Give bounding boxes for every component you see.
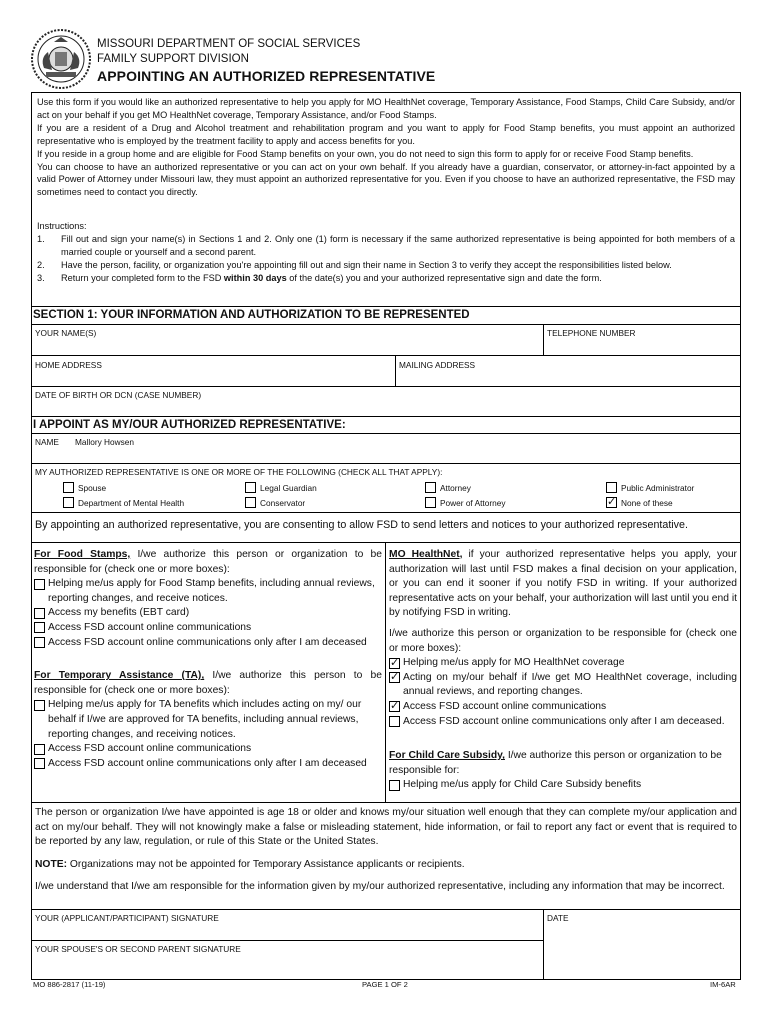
- divider: [31, 416, 741, 417]
- instruction-text: [61, 272, 735, 285]
- checkbox[interactable]: [63, 497, 74, 508]
- rep-option-mental-health[interactable]: [63, 497, 184, 508]
- rep-option-legal-guardian[interactable]: [245, 482, 317, 493]
- checkbox[interactable]: [34, 700, 45, 711]
- child-care-heading: For Child Care Subsidy,: [389, 750, 505, 762]
- cc-option[interactable]: [389, 778, 737, 793]
- rep-name-label: NAME: [35, 437, 59, 447]
- agency-line-2: FAMILY SUPPORT DIVISION: [97, 53, 249, 65]
- page-number: PAGE 1 OF 2: [362, 980, 408, 989]
- divider: [543, 909, 544, 980]
- spouse-signature-field[interactable]: YOUR SPOUSE'S OR SECOND PARENT SIGNATURE: [35, 944, 241, 954]
- option-label: Helping me/us apply for Food Stamp benefits, including annual reviews, reporting changes, and receive notices.: [48, 578, 375, 604]
- fs-option[interactable]: [34, 636, 382, 651]
- your-names-field[interactable]: YOUR NAME(S): [35, 328, 97, 338]
- mhn-option[interactable]: [389, 671, 737, 700]
- instruction-number: 1.: [37, 233, 45, 244]
- instruction-text: Fill out and sign your name(s) in Sections 1 and 2. Only one (1) form is necessary if the same authorized representative is being appointed for both members of a married couple or yourself and a second parent.: [61, 233, 735, 257]
- checkbox[interactable]: [63, 482, 74, 493]
- form-title: APPOINTING AN AUTHORIZED REPRESENTATIVE: [97, 68, 436, 84]
- food-stamps-heading: For Food Stamps,: [34, 549, 131, 560]
- instructions: [37, 220, 735, 285]
- note: [35, 858, 737, 873]
- fs-option[interactable]: [34, 606, 382, 621]
- instruction-text: Have the person, facility, or organization you're appointing fill out and sign their name in Section 3 to verify they accept the responsibilities listed below.: [61, 259, 672, 270]
- option-label: Access FSD account online communications only after I am deceased: [48, 757, 367, 769]
- rep-option-power-of-attorney[interactable]: [425, 497, 506, 508]
- consent-statement: By appointing an authorized representative, you are consenting to allow FSD to send letters and notices to your authorized representative.: [35, 519, 688, 531]
- ta-option[interactable]: [34, 698, 382, 742]
- checkbox[interactable]: [606, 497, 617, 508]
- divider: [31, 306, 741, 307]
- divider: [31, 433, 741, 434]
- instruction-item: [37, 259, 735, 272]
- dob-dcn-field[interactable]: DATE OF BIRTH OR DCN (CASE NUMBER): [35, 390, 202, 400]
- checkbox[interactable]: [34, 608, 45, 619]
- option-label: Access my benefits (EBT card): [48, 607, 190, 619]
- form-number: MO 886-2817 (11-19): [33, 980, 106, 989]
- instruction-item: [37, 272, 735, 285]
- option-label: Department of Mental Health: [78, 497, 185, 508]
- divider: [31, 386, 741, 387]
- missouri-state-seal-icon: [30, 28, 92, 90]
- rep-option-public-administrator[interactable]: [606, 482, 694, 493]
- rep-option-none[interactable]: [606, 497, 673, 508]
- mhn-option[interactable]: [389, 700, 737, 715]
- option-label: Power of Attorney: [440, 497, 506, 508]
- temp-assist-intro: [34, 669, 382, 698]
- rep-option-conservator[interactable]: [245, 497, 305, 508]
- responsibility-statement: I/we understand that I/we am responsible for the information given by my/our authorized representative, including any information that may be incorrect.: [35, 881, 725, 892]
- checkbox[interactable]: [245, 482, 256, 493]
- checkbox[interactable]: [34, 622, 45, 633]
- option-label: Access FSD account online communications: [403, 700, 607, 712]
- section1-heading: SECTION 1: YOUR INFORMATION AND AUTHORIZATION TO BE REPRESENTED: [33, 309, 470, 321]
- temp-assist-heading: For Temporary Assistance (TA),: [34, 670, 205, 682]
- divider: [31, 542, 741, 543]
- appoint-heading: I APPOINT AS MY/OUR AUTHORIZED REPRESENTATIVE:: [33, 419, 346, 431]
- option-label: Helping me/us apply for TA benefits which includes acting on my/ our behalf if I/we are approved for TA benefits, including annual reviews, reporting changes, and receiving notices.: [48, 699, 362, 740]
- applicant-signature-field[interactable]: YOUR (APPLICANT/PARTICIPANT) SIGNATURE: [35, 913, 219, 923]
- checkbox[interactable]: [245, 497, 256, 508]
- form-code: IM-6AR: [710, 980, 736, 989]
- intro-paragraph: Use this form if you would like an authorized representative to help you apply for MO HealthNet coverage, Temporary Assistance, Food Stamps, Child Care Subsidy, and/or act on your behalf if you get MO HealthNet coverage, Temporary Assistance, and/or Food Stamps.: [37, 97, 735, 120]
- agency-name: [97, 37, 360, 67]
- divider: [31, 324, 741, 325]
- fs-option[interactable]: [34, 621, 382, 636]
- intro-text: [37, 96, 735, 199]
- divider: [31, 802, 741, 803]
- option-label: Helping me/us apply for Child Care Subsidy benefits: [403, 779, 642, 791]
- checkbox[interactable]: [389, 658, 400, 669]
- mhn-option[interactable]: [389, 656, 737, 671]
- signature-date-field[interactable]: DATE: [547, 913, 569, 923]
- mo-healthnet-section: [389, 548, 737, 793]
- instruction-item: [37, 233, 735, 259]
- instruction-number: 2.: [37, 259, 45, 270]
- checkbox[interactable]: [34, 744, 45, 755]
- rep-type-label: MY AUTHORIZED REPRESENTATIVE IS ONE OR MORE OF THE FOLLOWING (CHECK ALL THAT APPLY):: [35, 467, 443, 477]
- child-care-intro: [389, 749, 737, 778]
- divider: [31, 512, 741, 513]
- intro-paragraph: If you reside in a group home and are eligible for Food Stamp benefits on your own, you do not need to sign this form to apply for or receive Food Stamp benefits.: [37, 148, 694, 159]
- checkbox[interactable]: [389, 672, 400, 683]
- checkbox[interactable]: [389, 716, 400, 727]
- option-label: None of these: [621, 497, 673, 508]
- column-divider: [385, 542, 386, 802]
- food-stamps-intro: [34, 548, 382, 577]
- mailing-address-field[interactable]: MAILING ADDRESS: [399, 360, 476, 370]
- representative-statement: The person or organization I/we have appointed is age 18 or older and knows my/our situation well enough that they can complete my/our application and act on my/our behalf. They will not knowingly make a false or misleading statement, hide information, or fail to report any fact or event that is required to be reported by any law, regulation, or rule of this State or the United States.: [35, 807, 737, 848]
- instruction-number: 3.: [37, 272, 45, 283]
- checkbox[interactable]: [606, 482, 617, 493]
- instruction-deadline: within 30 days: [223, 272, 287, 283]
- instruction-text-part: Return your completed form to the FSD: [61, 272, 224, 283]
- divider: [31, 463, 741, 464]
- rep-option-spouse[interactable]: [63, 482, 106, 493]
- intro-paragraph: You can choose to have an authorized representative or you can act on your own behalf. If you already have a guardian, conservator, or attorney-in-fact appointed by a valid Power of Attorney under Missouri law, they must appoint an authorized representative for you. Even if you choose to have an authorized representative, the FSD may sometimes need to contact you directly.: [37, 161, 735, 198]
- rep-option-attorney[interactable]: [425, 482, 471, 493]
- option-label: Conservator: [260, 497, 306, 508]
- food-stamps-section: [34, 548, 382, 771]
- checkbox[interactable]: [389, 701, 400, 712]
- checkbox[interactable]: [34, 637, 45, 648]
- home-address-field[interactable]: HOME ADDRESS: [35, 360, 102, 370]
- mo-healthnet-intro2: I/we authorize this person or organization to be responsible for (check one or more boxes):: [389, 627, 737, 654]
- option-label: Access FSD account online communications: [48, 621, 252, 633]
- option-label: Access FSD account online communications: [48, 743, 252, 755]
- option-label: Attorney: [440, 482, 471, 493]
- note-text: Organizations may not be appointed for Temporary Assistance applicants or recipients.: [67, 859, 465, 870]
- checkbox[interactable]: [425, 497, 436, 508]
- mo-healthnet-heading: MO HealthNet,: [389, 549, 463, 560]
- option-label: Legal Guardian: [260, 482, 317, 493]
- intro-paragraph: If you are a resident of a Drug and Alcohol treatment and rehabilitation program and you want to apply for Food Stamp benefits, you must appoint an authorized representative who is employed by the treatment facility to apply and access benefits for you.: [37, 122, 735, 146]
- temp-assist-intro-text: I/we authorize this person to be responsible for (check one or more boxes):: [34, 670, 382, 696]
- mhn-option[interactable]: [389, 715, 737, 730]
- child-care-intro-text: I/we authorize this person or organization to be responsible for:: [389, 750, 722, 776]
- checkbox[interactable]: [34, 758, 45, 769]
- divider: [543, 324, 544, 355]
- option-label: Helping me/us apply for MO HealthNet coverage: [403, 657, 625, 669]
- divider: [395, 355, 396, 386]
- mo-healthnet-intro-text: if your authorized representative helps you apply, your authorization will last until FSD makes a final decision on your application, or you can end it sooner if you notify FSD in writing. If your authorized representative acts on your behalf, your authorization will last until you end it by notifying FSD in writing.: [389, 549, 737, 619]
- option-label: Access FSD account online communications only after I am deceased: [48, 636, 367, 648]
- telephone-field[interactable]: TELEPHONE NUMBER: [547, 328, 636, 338]
- option-label: Public Administrator: [621, 482, 695, 493]
- option-label: Acting on my/our behalf if I/we get MO HealthNet coverage, including annual reviews, and reporting changes.: [403, 671, 737, 698]
- ta-option[interactable]: [34, 757, 382, 772]
- note-label: NOTE:: [35, 859, 68, 870]
- ta-option[interactable]: [34, 742, 382, 757]
- agency-line-1: MISSOURI DEPARTMENT OF SOCIAL SERVICES: [97, 38, 361, 50]
- divider: [31, 909, 741, 910]
- rep-name-value[interactable]: Mallory Howsen: [75, 437, 135, 447]
- mo-healthnet-intro: [389, 548, 737, 621]
- divider: [31, 940, 543, 941]
- food-stamps-intro-text: I/we authorize this person or organization to be responsible for (check one or more boxes):: [34, 549, 382, 575]
- checkbox[interactable]: [425, 482, 436, 493]
- fs-option[interactable]: [34, 577, 382, 606]
- option-label: Access FSD account online communications only after I am deceased.: [403, 715, 725, 727]
- checkbox[interactable]: [389, 780, 400, 791]
- instructions-heading: Instructions:: [37, 221, 87, 231]
- checkbox[interactable]: [34, 579, 45, 590]
- divider: [31, 355, 741, 356]
- option-label: Spouse: [78, 482, 107, 493]
- instruction-text-part: of the date(s) you and your authorized representative sign and date the form.: [286, 272, 602, 283]
